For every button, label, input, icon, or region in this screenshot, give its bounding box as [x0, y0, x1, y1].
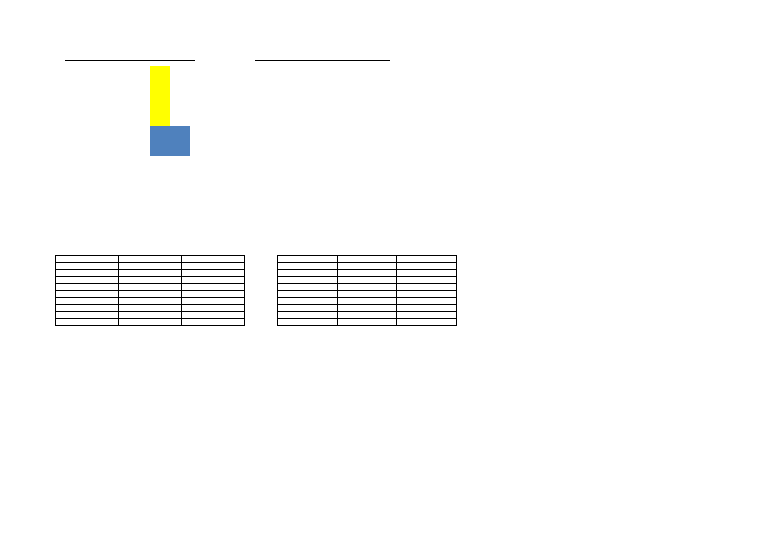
assets-table: [55, 255, 245, 326]
balance-sheet: [65, 60, 195, 151]
liabilities-table: [277, 255, 457, 326]
highlight-column-yellow: [150, 66, 170, 126]
highlight-column-blue: [150, 126, 190, 156]
income-header: [255, 60, 390, 61]
income-statement: [255, 60, 390, 61]
